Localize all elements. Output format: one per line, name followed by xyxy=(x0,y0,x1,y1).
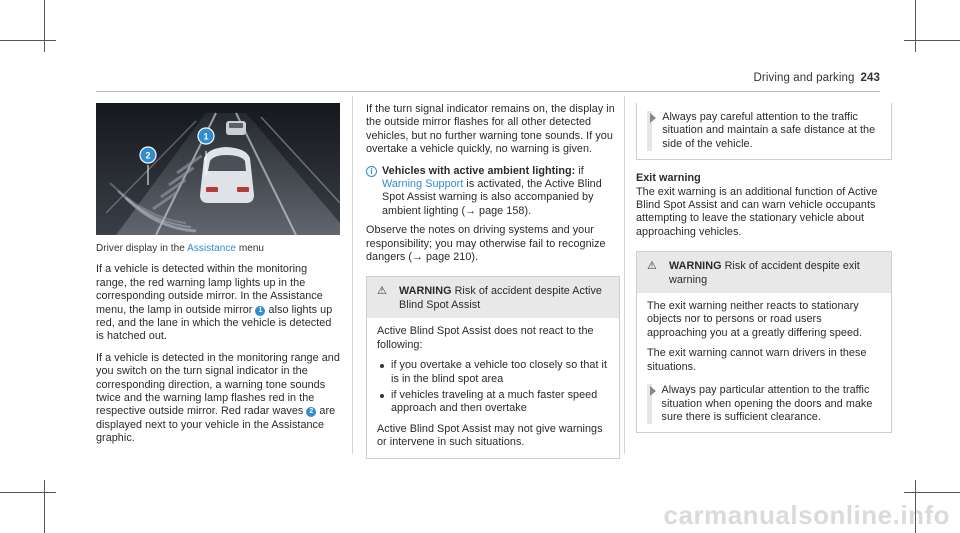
page-header xyxy=(754,72,880,84)
warning-title: Risk of accident despite exit warning xyxy=(669,260,860,286)
warning-intro: Active Blind Spot Assist does not react to the following: xyxy=(377,325,594,351)
warning-support-link[interactable]: Warning Support xyxy=(382,178,464,191)
warning-outro: Active Blind Spot Assist may not give warnings or intervene in such situations. xyxy=(377,422,603,449)
info-note xyxy=(366,165,620,219)
text-run: ). xyxy=(471,251,479,264)
warning-label: WARNING xyxy=(399,285,452,298)
list-item: if vehicles traveling at a much faster speed approach and then overtake xyxy=(377,389,609,416)
warning-label: WARNING xyxy=(669,260,722,273)
header-rule xyxy=(96,91,880,92)
warning-triangle-icon: ⚠ xyxy=(647,260,657,273)
warning-triangle-icon: ⚠ xyxy=(377,285,387,298)
crop-mark xyxy=(904,40,960,41)
paragraph xyxy=(96,352,340,446)
paragraph xyxy=(96,263,340,343)
caption-text: menu xyxy=(236,243,265,254)
column-2 xyxy=(366,103,620,459)
watermark: carmanualsonline.info xyxy=(663,500,950,530)
crop-mark xyxy=(0,492,56,493)
tip-bar xyxy=(647,384,652,424)
warning-header xyxy=(637,252,891,293)
crop-mark xyxy=(44,480,45,533)
figure-caption xyxy=(96,242,340,255)
page-reference-link[interactable]: → page 210 xyxy=(412,251,472,264)
crop-mark xyxy=(0,40,56,41)
driver-display-figure xyxy=(96,103,340,235)
column-3 xyxy=(636,103,892,433)
callout-badge-1: 1 xyxy=(255,306,265,316)
tip-box xyxy=(636,103,892,160)
tip xyxy=(647,111,881,151)
text-run: Observe the notes on driving systems and your responsibility; you may otherwise fail to recognize dangers ( xyxy=(366,224,606,264)
crop-mark xyxy=(915,0,916,52)
play-arrow-icon xyxy=(650,386,656,396)
warning-header xyxy=(367,277,619,318)
text-run: If a vehicle is detected within the monitoring range, the red warning lamp lights up in the corresponding outside mirror. In the Assistance menu, the lamp in outside mirror xyxy=(96,263,323,316)
figure-badge-2-label: 2 xyxy=(145,150,151,161)
note-title: Vehicles with active ambient lighting: xyxy=(382,164,576,177)
tip-bar xyxy=(647,111,652,151)
warning-paragraph: The exit warning cannot warn drivers in these situations. xyxy=(647,347,867,373)
tip-text: Always pay particular attention to the traffic situation when opening the doors and make sure there is sufficient clearance. xyxy=(661,384,873,423)
warning-body xyxy=(367,318,619,457)
text-run: are displayed next to your vehicle in the Assistance graphic. xyxy=(96,405,336,445)
assistance-link[interactable]: Assistance xyxy=(187,243,236,254)
paragraph: The exit warning is an additional function of Active Blind Spot Assist and can warn vehicle occupants attempting to leave the stationary vehicle about approaching vehicles. xyxy=(636,185,878,238)
crop-mark xyxy=(904,492,960,493)
tip xyxy=(647,384,881,424)
tip-text: Always pay careful attention to the traffic situation and maintain a safe distance at the side of the vehicle. xyxy=(662,111,876,150)
assistance-graphic xyxy=(96,103,340,235)
warning-box xyxy=(636,251,892,433)
warning-body xyxy=(637,293,891,432)
figure-badge-1-label: 1 xyxy=(203,131,209,142)
caption-text: Driver display in the xyxy=(96,243,188,254)
warning-box xyxy=(366,276,620,458)
info-icon: i xyxy=(366,166,377,177)
page-number: 243 xyxy=(860,72,880,84)
text-run: If a vehicle is detected in the monitoring range and you switch on the turn signal indicator in the corresponding direction, a warning tone sounds twice and the warning lamp flashes red in the respective outside mirror. Red radar waves xyxy=(96,351,340,418)
paragraph xyxy=(366,224,620,264)
list-item: if you overtake a vehicle too closely so that it is in the blind spot area xyxy=(377,359,609,386)
warning-title: Risk of accident despite Active Blind Spot Assist xyxy=(399,285,602,311)
text-run: also lights up red, and the lane in which the vehicle is detected is hatched out. xyxy=(96,303,333,343)
page-reference-link[interactable]: → page 158 xyxy=(465,204,525,217)
text-run: ). xyxy=(524,204,532,217)
callout-badge-2: 2 xyxy=(306,407,316,417)
paragraph: If the turn signal indicator remains on, the display in the outside mirror flashes for all other detected vehicles, but no further warning tone sounds. If you overtake a vehicle quickly, no warning is given. xyxy=(366,103,615,156)
warning-bullets xyxy=(377,359,609,416)
section-title: Driving and parking xyxy=(753,72,855,84)
crop-mark xyxy=(44,0,45,52)
warning-paragraph: The exit warning neither reacts to stationary objects nor to persons or road users approaching you at a greatly differing speed. xyxy=(647,300,863,339)
section-heading: Exit warning xyxy=(636,172,701,185)
column-divider xyxy=(352,96,353,454)
column-1 xyxy=(96,103,340,454)
text-run: is activated, the Active Blind Spot Assist warning is also accompanied by ambient lighting ( xyxy=(382,178,602,217)
text-run: if xyxy=(575,164,584,177)
column-divider xyxy=(624,96,625,454)
play-arrow-icon xyxy=(650,113,656,123)
